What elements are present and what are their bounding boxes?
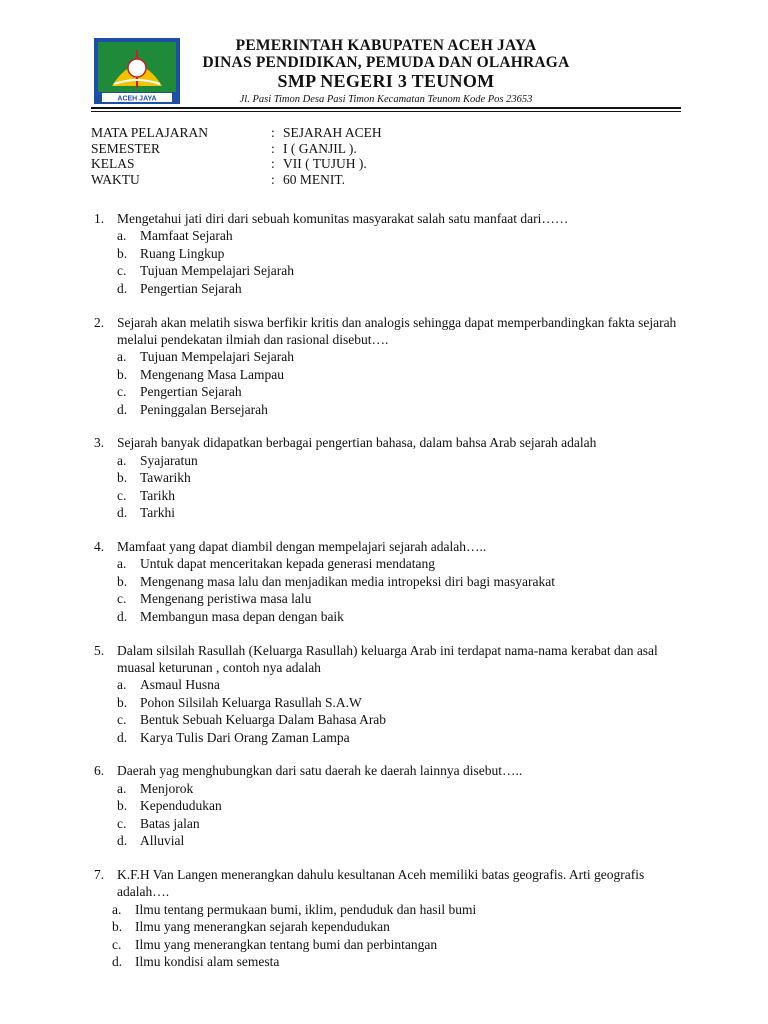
info-colon: :: [271, 156, 275, 171]
info-label: MATA PELAJARAN: [91, 125, 209, 140]
option: [94, 815, 684, 832]
option: [94, 590, 684, 607]
option: [94, 711, 684, 728]
info-colon: :: [271, 171, 275, 187]
school-name: SMP NEGERI 3 TEUNOM: [277, 71, 495, 91]
question-5: [94, 642, 684, 746]
info-colon: :: [271, 125, 275, 140]
question-text: Daerah yag menghubungkan dari satu daerah ke daerah lainnya disebut…..: [117, 763, 523, 779]
option-letter: c.: [117, 712, 127, 728]
option: [94, 452, 684, 469]
letterhead-line2: DINAS PENDIDIKAN, PEMUDA DAN OLAHRAGA: [202, 54, 570, 71]
option-letter: c.: [117, 487, 127, 503]
option: [94, 901, 684, 918]
option-text: Asmaul Husna: [140, 677, 220, 693]
info-label: KELAS: [91, 156, 135, 171]
info-row: [91, 156, 382, 172]
option-letter: b.: [117, 694, 128, 710]
option-text: Kependudukan: [140, 798, 222, 814]
option-text: Bentuk Sebuah Keluarga Dalam Bahasa Arab: [140, 712, 387, 728]
option-letter: d.: [117, 505, 128, 521]
school-address: Jl. Pasi Timon Desa Pasi Timon Kecamatan Teunom Kode Pos 23653: [239, 94, 533, 105]
option-letter: c.: [117, 263, 127, 279]
info-value: VII ( TUJUH ).: [283, 156, 367, 171]
option: [94, 676, 684, 693]
option-text: Batas jalan: [140, 815, 200, 831]
option-letter: d.: [117, 608, 128, 624]
question-number: 5.: [94, 642, 105, 658]
option-letter: d.: [117, 729, 128, 745]
exam-info: [91, 125, 382, 187]
option: [94, 729, 684, 746]
option: [94, 262, 684, 279]
question-number: 7.: [94, 867, 105, 882]
option-text: Syajaratun: [140, 452, 198, 468]
option-letter: b.: [117, 245, 128, 261]
option: [94, 383, 684, 400]
question-3: [94, 434, 684, 521]
question-text: Sejarah akan melatih siswa berfikir kritis dan analogis sehingga dapat memperbandingkan fakta sejarah melalui pendekatan ilmiah dan rasional disebut….: [117, 314, 677, 347]
info-value: SEJARAH ACEH: [283, 125, 382, 140]
option-text: Ilmu yang menerangkan sejarah kependudukan: [135, 919, 390, 935]
option: [94, 936, 684, 953]
option-text: Karya Tulis Dari Orang Zaman Lampa: [140, 729, 350, 745]
option-letter: d.: [112, 954, 123, 970]
option: [94, 694, 684, 711]
question-text: Sejarah banyak didapatkan berbagai pengertian bahasa, dalam bahsa Arab sejarah adalah: [117, 435, 597, 451]
option-text: Membangun masa depan dengan baik: [140, 608, 344, 624]
option-text: Peninggalan Bersejarah: [140, 401, 268, 417]
info-value: I ( GANJIL ).: [283, 140, 357, 156]
option-text: Tarikh: [140, 487, 176, 503]
info-row: [91, 125, 382, 141]
option: [94, 280, 684, 297]
question-text: Mamfaat yang dapat diambil dengan mempelajari sejarah adalah…..: [117, 539, 487, 554]
option-text: Mengenang peristiwa masa lalu: [140, 591, 312, 607]
option-letter: a.: [117, 556, 127, 572]
option-letter: a.: [117, 780, 127, 796]
option-letter: c.: [117, 384, 127, 400]
option-letter: d.: [117, 280, 128, 296]
option-text: Pohon Silsilah Keluarga Rasullah S.A.W: [140, 694, 362, 710]
option: [94, 608, 684, 625]
question-number: 4.: [94, 539, 105, 554]
option: [94, 573, 684, 590]
option-letter: b.: [112, 919, 123, 935]
question-text: Dalam silsilah Rasullah (Keluarga Rasullah) keluarga Arab ini terdapat nama-nama kerabat dan asal muasal keturunan , contoh nya adalah: [117, 642, 658, 675]
option-letter: a.: [117, 228, 127, 244]
option: [94, 366, 684, 383]
option-text: Tujuan Mempelajari Sejarah: [140, 263, 294, 279]
option-letter: d.: [117, 401, 128, 417]
option: [94, 487, 684, 504]
option-text: Tawarikh: [140, 470, 191, 486]
info-value: 60 MENIT.: [283, 171, 345, 187]
option-letter: b.: [117, 470, 128, 486]
option-text: Tujuan Mempelajari Sejarah: [140, 349, 294, 365]
option-letter: b.: [117, 573, 128, 589]
option: [94, 797, 684, 814]
option-text: Pengertian Sejarah: [140, 384, 242, 400]
option: [94, 469, 684, 486]
option-letter: a.: [117, 349, 127, 365]
option: [94, 245, 684, 262]
question-number: 6.: [94, 763, 105, 779]
info-colon: :: [271, 140, 275, 156]
option-text: Ilmu yang menerangkan tentang bumi dan perbintangan: [135, 936, 438, 952]
info-label: WAKTU: [91, 171, 140, 187]
option: [94, 780, 684, 797]
option-letter: a.: [117, 452, 127, 468]
option-text: Alluvial: [140, 833, 185, 849]
question-1: [94, 210, 684, 297]
question-7: [94, 866, 684, 970]
option: [94, 918, 684, 935]
option-text: Ilmu tentang permukaan bumi, iklim, penduduk dan hasil bumi: [135, 901, 477, 917]
option: [94, 227, 684, 244]
letterhead: [180, 37, 592, 107]
option-text: Pengertian Sejarah: [140, 280, 242, 296]
question-number: 1.: [94, 211, 105, 226]
question-number: 3.: [94, 435, 105, 451]
option-text: Mamfaat Sejarah: [140, 228, 233, 244]
question-number: 2.: [94, 314, 105, 330]
option-text: Untuk dapat menceritakan kepada generasi mendatang: [140, 556, 435, 572]
question-text: Mengetahui jati diri dari sebuah komunitas masyarakat salah satu manfaat dari……: [117, 211, 569, 226]
option: [94, 504, 684, 521]
info-row: [91, 141, 382, 157]
option-letter: d.: [117, 833, 128, 849]
question-2: [94, 314, 684, 418]
option-text: Mengenang Masa Lampau: [140, 366, 284, 382]
option-letter: c.: [117, 815, 127, 831]
option-letter: a.: [117, 677, 127, 693]
question-text: K.F.H Van Langen menerangkan dahulu kesultanan Aceh memiliki batas geografis. Arti geografis adalah….: [117, 867, 645, 900]
option-text: Tarkhi: [140, 505, 176, 521]
header-divider-thin: [91, 111, 681, 112]
aceh-jaya-logo: [94, 38, 180, 104]
info-label: SEMESTER: [91, 140, 161, 156]
option: [94, 401, 684, 418]
question-6: [94, 762, 684, 849]
option: [94, 555, 684, 572]
option-letter: c.: [117, 591, 127, 607]
option: [94, 832, 684, 849]
letterhead-line1: PEMERINTAH KABUPATEN ACEH JAYA: [235, 37, 537, 54]
option-letter: b.: [117, 366, 128, 382]
option-text: Ruang Lingkup: [140, 245, 225, 261]
question-4: [94, 538, 684, 625]
option-text: Menjorok: [140, 780, 194, 796]
option: [94, 348, 684, 365]
header-divider-thick: [91, 107, 681, 109]
logo-text: ACEH JAYA: [117, 95, 157, 103]
option-letter: a.: [112, 901, 122, 917]
option-text: Mengenang masa lalu dan menjadikan media intropeksi diri bagi masyarakat: [140, 573, 555, 589]
option-letter: c.: [112, 936, 122, 952]
info-row: [91, 172, 382, 188]
question-list: [94, 210, 684, 987]
option-text: Ilmu kondisi alam semesta: [135, 954, 280, 970]
option: [94, 953, 684, 970]
option-letter: b.: [117, 798, 128, 814]
